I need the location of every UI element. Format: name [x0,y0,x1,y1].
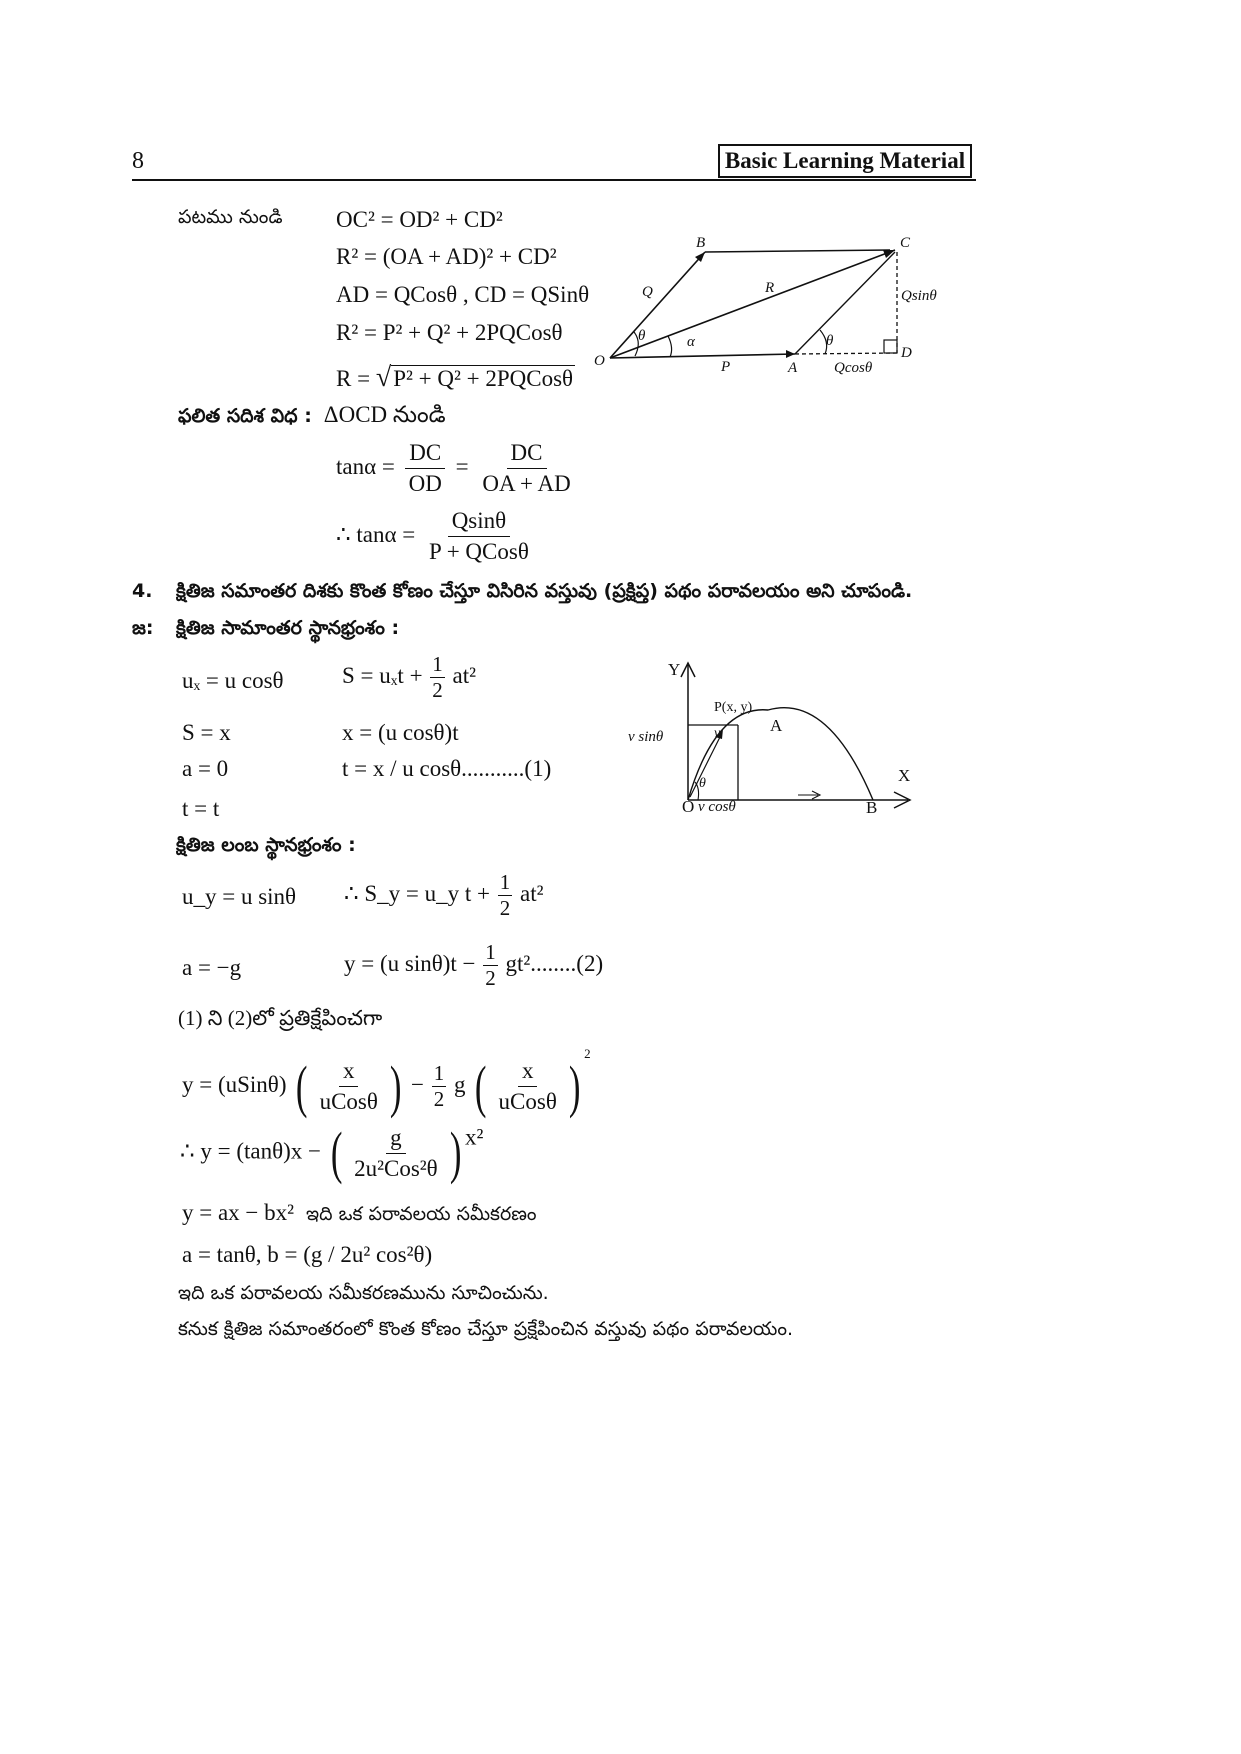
label-vcos: v cosθ [698,799,736,815]
tan-num1: DC [405,440,445,469]
v-row1-num: 1 [499,870,511,894]
v-row2-post: gt²........(2) [505,950,604,976]
eq-r-expanded: R² = P² + Q² + 2PQCosθ [336,320,563,345]
label-pxy: P(x, y) [714,700,753,715]
eq-r-radicand: P² + Q² + 2PQCosθ [393,366,574,391]
v-row1-pre: ∴ S_y = u_y t + [344,880,491,906]
label-y: Y [668,660,681,679]
eq-ad-cd: AD = QCosθ , CD = QSinθ [336,282,590,307]
label-d: D [901,345,912,361]
v-row2-left: a = −g [182,955,242,980]
substitute-line [178,1006,382,1036]
parallelogram-figure [590,230,950,380]
label-vsin: v sinθ [628,729,664,745]
eq-y1-d1: uCosθ [319,1089,378,1115]
therefore-lhs: ∴ tanα = [336,521,416,547]
therefore-num: Qsinθ [448,508,510,537]
v-row1-left: u_y = u sinθ [182,884,297,909]
label-b-fig2: B [866,798,878,817]
h-row4-left: t = t [182,796,220,821]
eq-y2-post: x² [465,1124,484,1150]
label-theta1: θ [638,328,646,344]
eq-y-tan [180,1120,484,1185]
v-row2-pre: y = (u sinθ)t − [344,950,476,976]
eq-r-squared: R² = (OA + AD)² + CD² [336,244,557,269]
velocity-vector [690,733,722,797]
label-a: A [788,360,798,376]
tan-den2: OA + AD [482,471,571,496]
v-row2-den: 2 [485,966,496,990]
header-rule [132,179,976,181]
eq-y1-minus: − [410,1072,424,1097]
v-row2-half [483,940,498,991]
conclusion-2: కనుక క్షితిజ సమాంతరంలో కొంత కోణం చేస్తూ ప్రక్షేపించిన వస్తువు పథం పరావలయం. [178,1318,794,1340]
eq-oc: OC² = OD² + CD² [336,207,503,232]
label-o: O [594,353,605,369]
therefore-frac [425,508,533,565]
eq-y3-text: ఇది ఒక పరావలయ సమీకరణం [306,1203,537,1225]
header-title-box [718,144,972,178]
eq-y-parabola-line [182,1200,537,1230]
v-row2-right [344,940,603,991]
eq-y2-den: 2u²Cos²θ [354,1155,438,1181]
label-c: C [900,235,911,251]
v-row1-post: at² [520,880,544,906]
label-b: B [696,235,706,251]
v-row1-half [498,870,513,921]
label-x: X [898,766,911,785]
intro-label: పటము నుండి [178,206,283,228]
v-row1-den: 2 [499,896,511,920]
v-row1-right [344,870,544,921]
eq-y-substituted [182,1046,591,1119]
substitute-text: (1) ని (2)లో ప్రతిక్షేపించగా [178,1006,383,1030]
h-row3-left: a = 0 [182,756,229,781]
label-theta2: θ [826,333,834,349]
tan-frac1 [405,440,446,497]
eq-y2-lhs: ∴ y = (tanθ)x − [180,1138,322,1164]
eq-y1-d2: uCosθ [498,1089,557,1115]
answer-label: జ: [132,617,154,639]
h-row1-den: 2 [432,678,443,702]
vertical-heading: క్షితిజ లంబ స్థానభ్రంశం : [176,834,356,856]
label-v: v [714,726,721,741]
tan-alpha-eq [336,440,579,497]
eq-y1-lhs: y = (uSinθ) [182,1072,287,1097]
eq-y1-half [432,1061,447,1112]
paren-open-3: ( [330,1120,343,1185]
therefore-tan-eq [336,508,537,565]
therefore-den: P + QCosθ [429,539,529,564]
label-a-fig2: A [770,716,783,735]
label-qsin: Qsinθ [901,288,937,304]
h-row1-half [430,652,445,703]
label-o-fig2: O [682,797,695,816]
h-row2-right: x = (u cosθ)t [342,720,459,745]
h-row1-right [342,652,476,703]
paren-open-1: ( [296,1053,308,1119]
page-number: 8 [132,148,144,174]
v-row2-num: 1 [485,940,496,964]
eq-y1-h-num: 1 [433,1061,445,1086]
tan-frac2 [478,440,574,497]
eq-y1-frac2 [495,1058,561,1115]
label-qcos: Qcosθ [834,360,873,376]
sqrt-sign: √ [375,362,392,393]
header-title: Basic Learning Material [724,148,966,173]
eq-r-root-lhs: R = [336,366,371,391]
paren-close-1: ) [389,1053,402,1119]
eq-y1-n2: x [518,1058,538,1087]
projectile-figure [618,655,918,830]
direction-label: ఫలిత సదిశ విధ : [178,405,312,427]
conclusion-1: ఇది ఒక పరావలయ సమీకరణమును సూచించును. [178,1282,549,1304]
label-alpha: α [687,334,695,350]
equals-sign: = [455,453,469,479]
question-number: 4. [132,580,153,602]
label-theta-fig2: θ [699,776,706,791]
label-q: Q [642,284,653,300]
h-row1-pre: S = uₓt + [342,662,423,688]
paren-open-2: ( [475,1053,487,1119]
eq-y1-power: 2 [584,1046,591,1061]
eq-y3: y = ax − bx² [182,1200,295,1225]
paren-close-3: ) [449,1120,462,1185]
eq-a-b: a = tanθ, b = (g / 2u² cos²θ) [182,1242,433,1267]
eq-y2-num: g [386,1125,406,1154]
eq-r-root [336,362,575,394]
eq-y1-n1: x [339,1058,359,1087]
direction-from: ΔOCD నుండి [323,402,446,427]
tan-den1: OD [408,471,442,496]
horizontal-heading: క్షితిజ సామాంతర స్థానభ్రంశం : [176,617,400,639]
direction-line [178,402,446,434]
question-text: క్షితిజ సమాంతర దిశకు కొంత కోణం చేస్తూ విసిరిన వస్తువు (ప్రక్షిప్త) పథం పరావలయం అని చూపండి. [176,580,913,602]
tan-lhs: tanα = [336,453,395,479]
h-row1-num: 1 [432,652,443,676]
label-p: P [721,359,731,375]
h-row2-left: S = x [182,720,231,745]
label-r: R [765,280,775,296]
tan-num2: DC [507,440,547,469]
eq-y1-frac1 [316,1058,382,1115]
h-row1-left: uₓ = u cosθ [182,668,284,693]
h-row1-post: at² [452,662,477,688]
eq-y1-h-den: 2 [433,1087,445,1112]
paren-close-2: ) [568,1053,581,1119]
eq-y1-g: g [453,1072,466,1097]
h-row3-right: t = x / u cosθ...........(1) [342,756,552,781]
eq-y2-frac [350,1125,442,1182]
